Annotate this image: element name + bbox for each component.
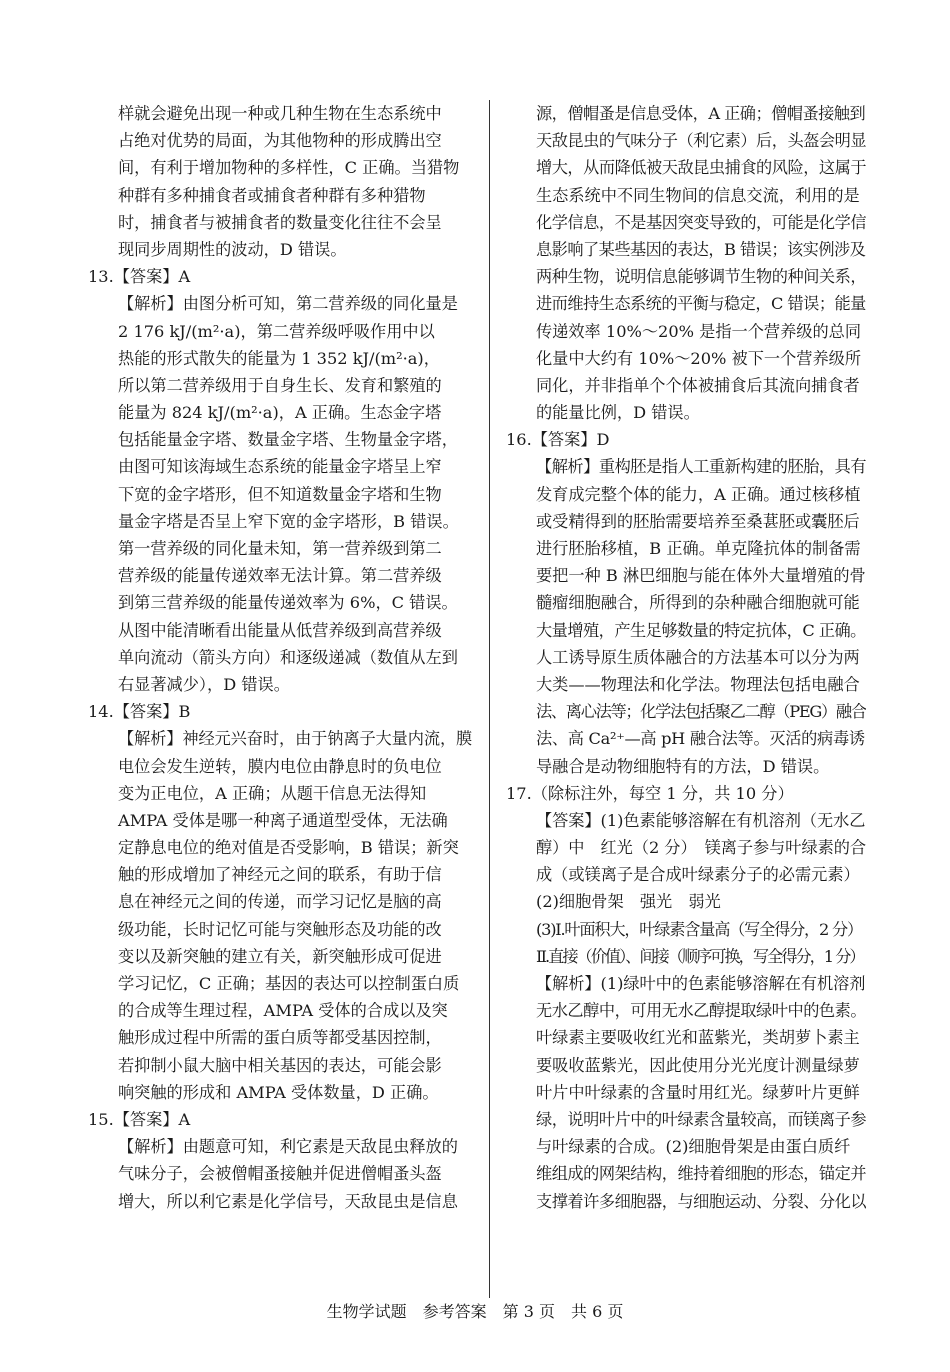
text-line: 两种生物，说明信息能够调节生物的种间关系， bbox=[536, 267, 866, 287]
text-line: 右显著减少），D 错误。 bbox=[118, 674, 290, 694]
text-line: 【解析】(1)绿叶中的色素能够溶解在有机溶剂 bbox=[536, 974, 866, 993]
text-line: 增大，所以利它素是化学信号，天敌昆虫是信息 bbox=[118, 1191, 458, 1211]
text-line: 法、离心法等；化学法包括聚乙二醇（PEG）融合 bbox=[536, 702, 866, 722]
text-line: 占绝对优势的局面，为其他物种的形成腾出空 bbox=[118, 131, 442, 151]
right-column bbox=[506, 100, 866, 1215]
question-heading: 14.【答案】B bbox=[88, 702, 191, 722]
text-line: Ⅱ.直接（价值）、间接（顺序可换，写全得分，1 分） bbox=[536, 946, 864, 966]
text-line: 时，捕食者与被捕食者的数量变化往往不会呈 bbox=[118, 212, 442, 232]
question-heading: 15.【答案】A bbox=[88, 1109, 191, 1129]
text-line: 或受精得到的胚胎需要培养至桑葚胚或囊胚后 bbox=[536, 511, 860, 531]
text-line: 支撑着许多细胞器，与细胞运动、分裂、分化以 bbox=[536, 1191, 866, 1211]
text-line: 叶片中叶绿素的含量时用红光。绿萝叶片更鲜 bbox=[536, 1082, 860, 1102]
text-line: (3)Ⅰ.叶面积大，叶绿素含量高（写全得分，2 分） bbox=[536, 919, 863, 939]
text-line: 若抑制小鼠大脑中相关基因的表达，可能会影 bbox=[118, 1055, 442, 1075]
column-divider bbox=[489, 100, 490, 1298]
text-line: 现同步周期性的波动，D 错误。 bbox=[118, 239, 347, 259]
text-line: 能量为 824 kJ/(m²·a)，A 正确。生态金字塔 bbox=[118, 403, 442, 423]
text-line: 变为正电位，A 正确；从题干信息无法得知 bbox=[118, 783, 427, 803]
text-line: 级功能，长时记忆可能与突触形态及功能的改 bbox=[118, 919, 442, 939]
text-line: 人工诱导原生质体融合的方法基本可以分为两 bbox=[536, 647, 860, 667]
text-line: 大类——物理法和化学法。物理法包括电融合 bbox=[536, 674, 860, 694]
text-line: 源，僧帽蚤是信息受体，A 正确；僧帽蚤接触到 bbox=[536, 104, 866, 123]
text-line: 叶绿素主要吸收红光和蓝紫光，类胡萝卜素主 bbox=[536, 1028, 860, 1048]
text-line: 响突触的形成和 AMPA 受体数量，D 正确。 bbox=[118, 1082, 439, 1102]
text-line: 【解析】由题意可知，利它素是天敌昆虫释放的 bbox=[118, 1137, 458, 1157]
text-line: 要把一种 B 淋巴细胞与能在体外大量增殖的骨 bbox=[536, 566, 866, 586]
text-line: 【解析】神经元兴奋时，由于钠离子大量内流，膜 bbox=[118, 729, 472, 749]
question-heading: 16.【答案】D bbox=[506, 430, 610, 450]
text-line: 到第三营养级的能量传递效率为 6%，C 错误。 bbox=[118, 593, 458, 613]
text-line: 【解析】重构胚是指人工重新构建的胚胎，具有 bbox=[536, 457, 866, 477]
text-line: 增大，从而降低被天敌昆虫捕食的风险，这属于 bbox=[536, 158, 866, 178]
text-line: 发育成完整个体的能力，A 正确。通过核移植 bbox=[536, 484, 861, 504]
text-line: 化量中大约有 10%～20% 被下一个营养级所 bbox=[536, 348, 862, 368]
text-line: 由图可知该海域生态系统的能量金字塔呈上窄 bbox=[118, 457, 442, 477]
text-line: 气味分子，会被僧帽蚤接触并促进僧帽蚤头盔 bbox=[118, 1164, 442, 1184]
text-line: 定静息电位的绝对值是否受影响，B 错误；新突 bbox=[118, 838, 459, 858]
text-line: 维组成的网架结构，维持着细胞的形态，锚定并 bbox=[536, 1164, 866, 1184]
text-line: 大量增殖，产生足够数量的特定抗体，C 正确。 bbox=[536, 620, 866, 640]
text-line: 2 176 kJ/(m²·a)，第二营养级呼吸作用中以 bbox=[118, 321, 435, 341]
text-line: 醇）中 红光（2 分） 镁离子参与叶绿素的合 bbox=[536, 838, 866, 858]
text-line: 法、高 Ca²⁺—高 pH 融合法等。灭活的病毒诱 bbox=[536, 729, 865, 749]
text-line: 息在神经元之间的传递，而学习记忆是脑的高 bbox=[118, 892, 442, 912]
text-line: 触形成过程中所需的蛋白质等都受基因控制， bbox=[118, 1028, 442, 1048]
left-column bbox=[88, 100, 472, 1215]
text-line: 进而维持生态系统的平衡与稳定，C 错误；能量 bbox=[536, 294, 866, 314]
text-line: 成（或镁离子是合成叶绿素分子的必需元素） bbox=[536, 865, 860, 885]
text-line: AMPA 受体是哪一种离子通道型受体，无法确 bbox=[118, 810, 448, 830]
text-line: 化学信息，不是基因突变导致的，可能是化学信 bbox=[536, 212, 866, 232]
text-line: 生态系统中不同生物间的信息交流，利用的是 bbox=[536, 185, 860, 205]
text-line: (2)细胞骨架 强光 弱光 bbox=[536, 892, 721, 912]
text-line: 【答案】(1)色素能够溶解在有机溶剂（无水乙 bbox=[536, 810, 866, 830]
text-line: 【解析】由图分析可知，第二营养级的同化量是 bbox=[118, 294, 458, 314]
text-line: 单向流动（箭头方向）和逐级递减（数值从左到 bbox=[118, 647, 458, 667]
text-line: 的能量比例，D 错误。 bbox=[536, 403, 700, 423]
text-line: 进行胚胎移植，B 正确。单克隆抗体的制备需 bbox=[536, 539, 861, 558]
text-line: 学习记忆，C 正确；基因的表达可以控制蛋白质 bbox=[118, 974, 460, 993]
text-line: 样就会避免出现一种或几种生物在生态系统中 bbox=[118, 104, 442, 123]
page-footer: 生物学试题 参考答案 第 3 页 共 6 页 bbox=[326, 1302, 624, 1321]
text-line: 营养级的能量传递效率无法计算。第二营养级 bbox=[118, 566, 442, 586]
text-line: 传递效率 10%～20% 是指一个营养级的总同 bbox=[536, 321, 862, 341]
text-line: 绿，说明叶片中的叶绿素含量较高，而镁离子参 bbox=[536, 1109, 866, 1129]
text-line: 包括能量金字塔、数量金字塔、生物量金字塔， bbox=[118, 430, 458, 450]
text-line: 息影响了某些基因的表达，B 错误；该实例涉及 bbox=[536, 239, 866, 259]
text-line: 量金字塔是否呈上窄下宽的金字塔形，B 错误。 bbox=[118, 511, 459, 531]
text-line: 同化，并非指单个个体被捕食后其流向捕食者 bbox=[536, 375, 860, 395]
text-line: 间，有利于增加物种的多样性，C 正确。当猎物 bbox=[118, 158, 460, 178]
question-heading: 13.【答案】A bbox=[88, 267, 191, 287]
text-line: 热能的形式散失的能量为 1 352 kJ/(m²·a)， bbox=[118, 348, 440, 368]
text-line: 变以及新突触的建立有关，新突触形成可促进 bbox=[118, 946, 442, 966]
text-line: 天敌昆虫的气味分子（利它素）后，头盔会明显 bbox=[536, 131, 866, 151]
text-line: 的合成等生理过程，AMPA 受体的合成以及突 bbox=[118, 1001, 448, 1021]
text-line: 触的形成增加了神经元之间的联系，有助于信 bbox=[118, 865, 442, 885]
question-heading: 17.（除标注外，每空 1 分，共 10 分） bbox=[506, 783, 794, 803]
text-line: 种群有多种捕食者或捕食者种群有多种猎物 bbox=[118, 185, 426, 205]
text-line: 髓瘤细胞融合，所得到的杂种融合细胞就可能 bbox=[536, 593, 860, 613]
text-line: 从图中能清晰看出能量从低营养级到高营养级 bbox=[118, 620, 442, 640]
text-line: 要吸收蓝紫光，因此使用分光光度计测量绿萝 bbox=[536, 1055, 860, 1075]
text-line: 导融合是动物细胞特有的方法，D 错误。 bbox=[536, 756, 830, 776]
text-line: 电位会发生逆转，膜内电位由静息时的负电位 bbox=[118, 756, 442, 776]
text-line: 下宽的金字塔形，但不知道数量金字塔和生物 bbox=[118, 484, 442, 504]
text-line: 与叶绿素的合成。(2)细胞骨架是由蛋白质纤 bbox=[536, 1137, 851, 1157]
text-line: 第一营养级的同化量未知，第一营养级到第二 bbox=[118, 539, 442, 558]
text-line: 所以第二营养级用于自身生长、发育和繁殖的 bbox=[118, 375, 442, 395]
text-line: 无水乙醇中，可用无水乙醇提取绿叶中的色素。 bbox=[536, 1001, 866, 1021]
